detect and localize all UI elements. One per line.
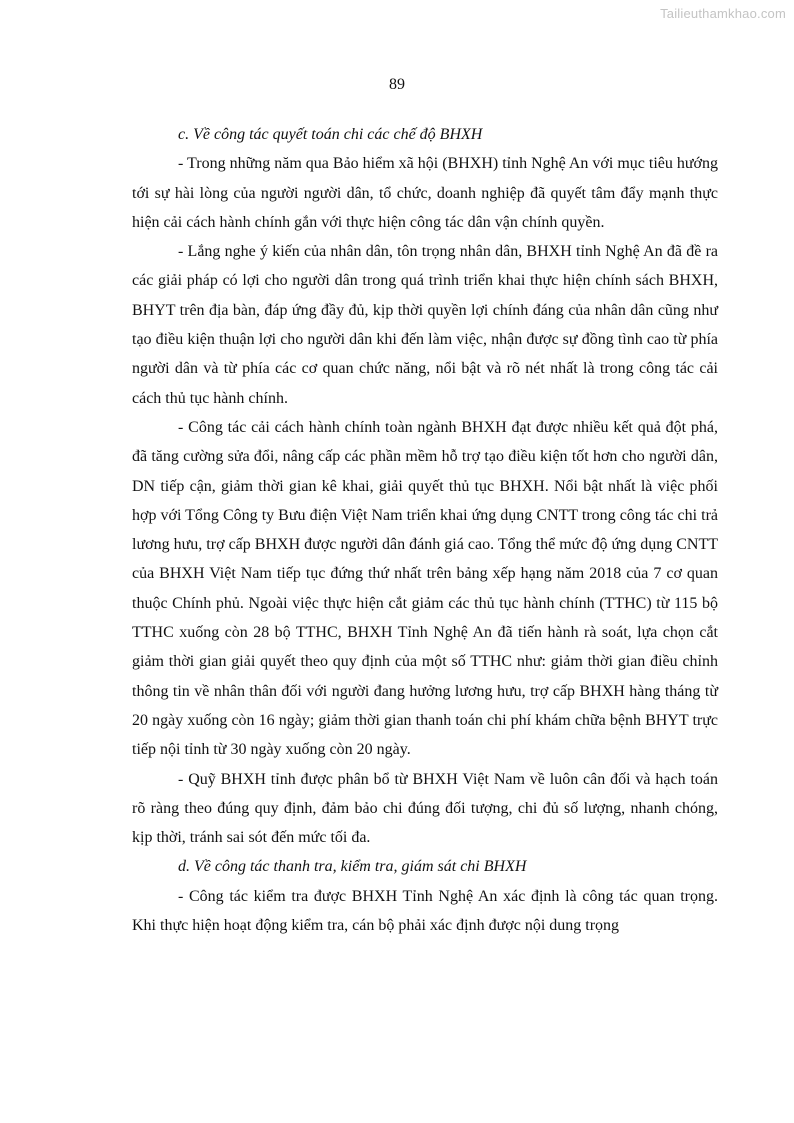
document-body [132,120,718,940]
body-paragraph: - Trong những năm qua Bảo hiểm xã hội (BHXH) tỉnh Nghệ An với mục tiêu hướng tới sự hài lòng của người người dân, tổ chức, doanh nghiệp đã quyết tâm đẩy mạnh thực hiện cải cách hành chính gắn với thực hiện công tác dân vận chính quyền. [132,155,718,231]
page-number: 89 [389,76,405,93]
section-heading-d: d. Về công tác thanh tra, kiểm tra, giám sát chi BHXH [178,858,527,876]
section-heading-c: c. Về công tác quyết toán chi các chế độ BHXH [178,126,483,143]
body-paragraph: - Công tác kiểm tra được BHXH Tỉnh Nghệ An xác định là công tác quan trọng. Khi thực hiện hoạt động kiểm tra, cán bộ phải xác định được nội dung trọng [132,887,718,935]
watermark-text: Tailieuthamkhao.com [660,6,786,21]
body-paragraph: - Lắng nghe ý kiến của nhân dân, tôn trọng nhân dân, BHXH tỉnh Nghệ An đã đề ra các giải pháp có lợi cho người dân trong quá trình triển khai thực hiện chính sách BHXH, BHYT trên địa bàn, đáp ứng đầy đủ, kịp thời quyền lợi chính đáng của nhân dân cũng như tạo điều kiện thuận lợi cho người dân khi đến làm việc, nhận được sự đồng tình cao từ phía người dân và từ phía các cơ quan chức năng, nổi bật và rõ nét nhất là trong công tác cải cách thủ tục hành chính. [132,243,718,407]
body-paragraph: - Quỹ BHXH tỉnh được phân bổ từ BHXH Việt Nam về luôn cân đối và hạch toán rõ ràng theo đúng quy định, đảm bảo chi đúng đối tượng, chi đủ số lượng, nhanh chóng, kịp thời, tránh sai sót đến mức tối đa. [132,770,718,847]
body-paragraph: - Công tác cải cách hành chính toàn ngành BHXH đạt được nhiều kết quả đột phá, đã tăng cường sửa đổi, nâng cấp các phần mềm hỗ trợ tạo điều kiện tốt hơn cho người dân, DN tiếp cận, giảm thời gian kê khai, giải quyết thủ tục BHXH. Nổi bật nhất là việc phối hợp với Tổng Công ty Bưu điện Việt Nam triển khai ứng dụng CNTT trong công tác chi trả lương hưu, trợ cấp BHXH được người dân đánh giá cao. Tổng thể mức độ ứng dụng CNTT của BHXH Việt Nam tiếp tục đứng thứ nhất trên bảng xếp hạng năm 2018 của 7 cơ quan thuộc Chính phủ. Ngoài việc thực hiện cắt giảm các thủ tục hành chính (TTHC) từ 115 bộ TTHC xuống còn 28 bộ TTHC, BHXH Tỉnh Nghệ An đã tiến hành rà soát, lựa chọn cắt giảm thời gian giải quyết theo quy định của một số TTHC như: giảm thời gian điều chỉnh thông tin về nhân thân đối với người đang hưởng lương hưu, trợ cấp BHXH hàng tháng từ 20 ngày xuống còn 16 ngày; giảm thời gian thanh toán chi phí khám chữa bệnh BHYT trực tiếp nội tỉnh từ 30 ngày xuống còn 20 ngày. [132,418,718,759]
